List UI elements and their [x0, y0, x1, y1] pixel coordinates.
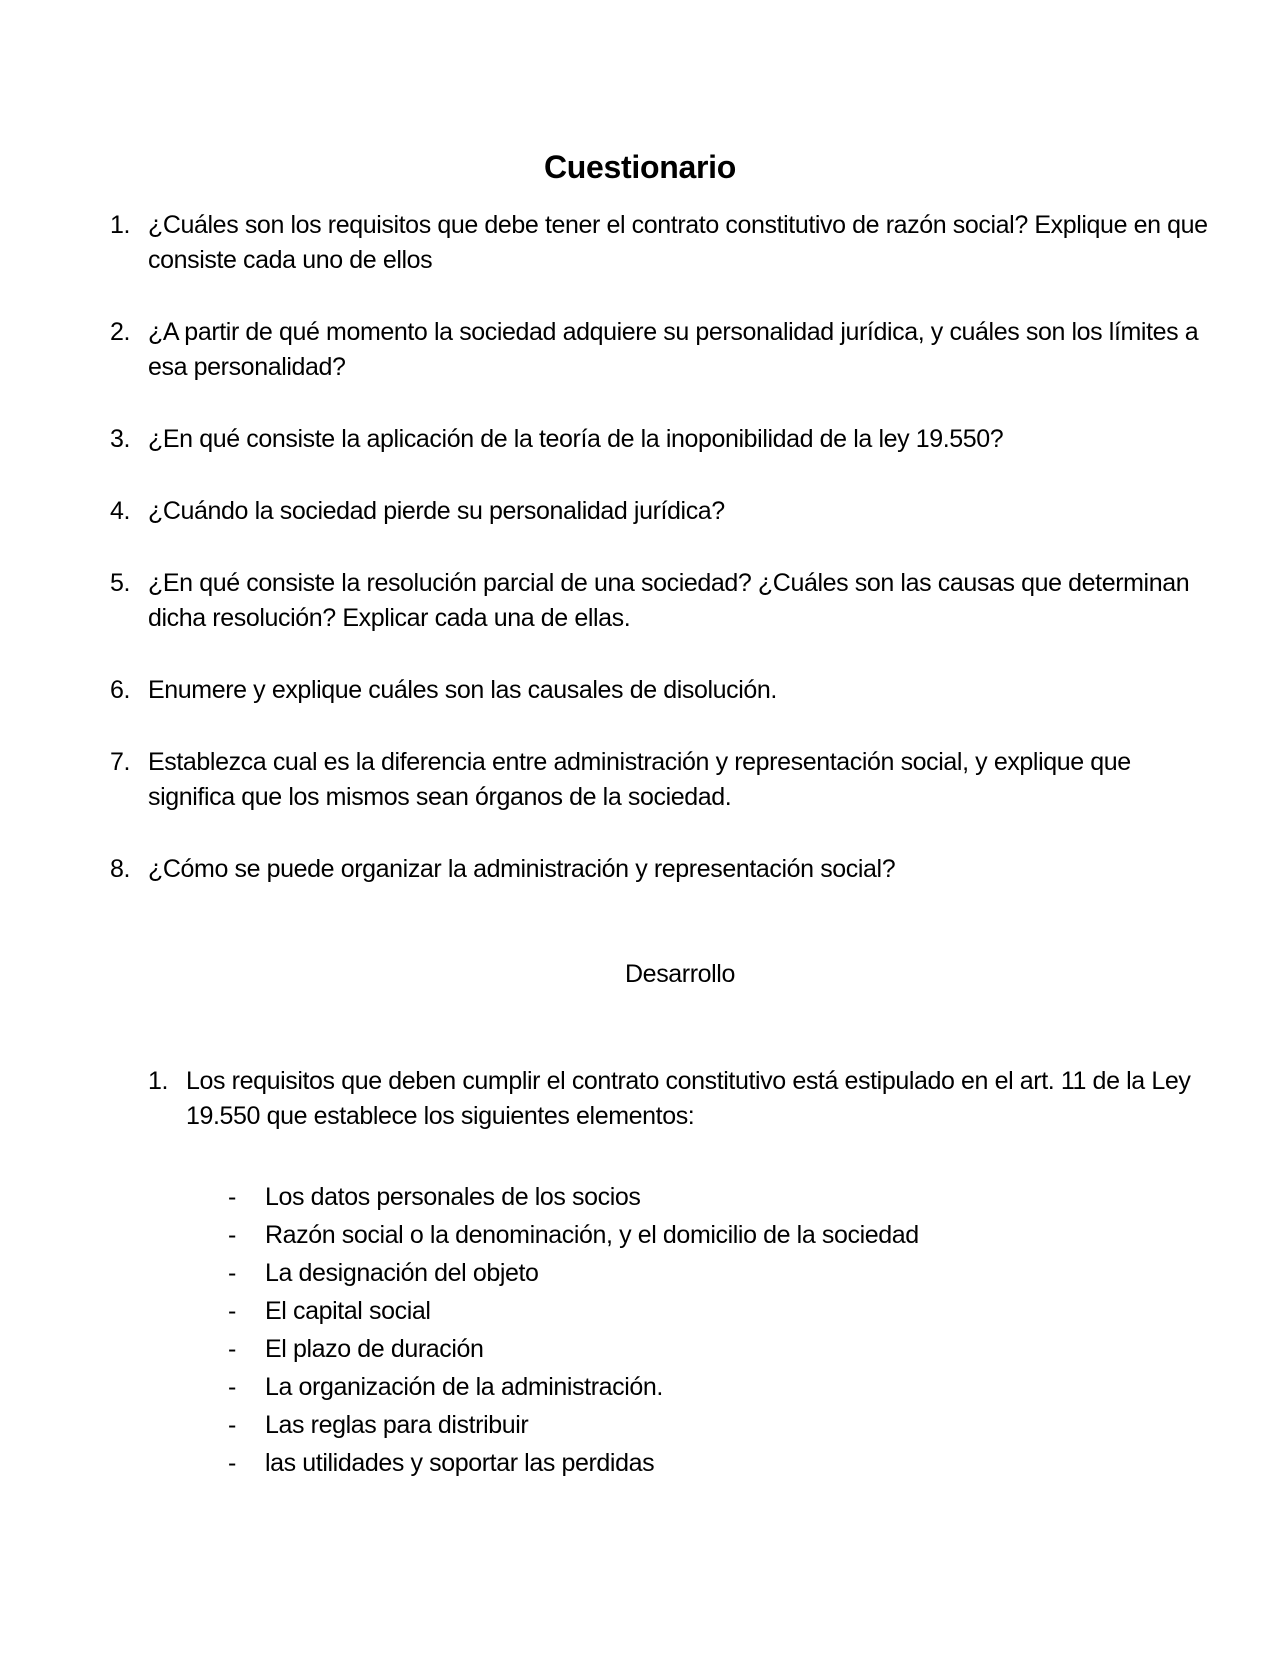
question-text: ¿En qué consiste la resolución parcial de una sociedad? ¿Cuáles son las causas que determinan dicha resolución? Explicar cada una de ellas.	[148, 569, 1190, 632]
list-item-text: La designación del objeto	[265, 1259, 539, 1287]
bullet-dash: -	[228, 1221, 236, 1249]
list-item-text: El capital social	[265, 1297, 431, 1325]
question-text: ¿Cuándo la sociedad pierde su personalidad jurídica?	[148, 497, 725, 525]
question-number: 4.	[110, 497, 131, 525]
question-text: ¿A partir de qué momento la sociedad adquiere su personalidad jurídica, y cuáles son los límites a esa personalidad?	[148, 318, 1199, 381]
question-text: ¿En qué consiste la aplicación de la teoría de la inoponibilidad de la ley 19.550?	[148, 425, 1004, 453]
list-item	[0, 1256, 1280, 1294]
page-title: Cuestionario	[544, 149, 736, 185]
question-number: 8.	[110, 855, 131, 883]
bullet-dash: -	[228, 1297, 236, 1325]
bullet-dash: -	[228, 1411, 236, 1439]
list-item-text: Razón social o la denominación, y el domicilio de la sociedad	[265, 1221, 919, 1249]
question-number: 5.	[110, 569, 131, 597]
list-item	[0, 1408, 1280, 1446]
list-item-text: las utilidades y soportar las perdidas	[265, 1449, 655, 1477]
list-item	[0, 1180, 1280, 1218]
question-number: 7.	[110, 748, 131, 776]
list-item	[0, 1332, 1280, 1370]
answer-text: Los requisitos que deben cumplir el contrato constitutivo está estipulado en el art. 11 de la Ley 19.550 que establece los siguientes elementos:	[186, 1067, 1191, 1130]
list-item	[0, 1218, 1280, 1256]
list-item-text: La organización de la administración.	[265, 1373, 663, 1401]
list-item-text: Las reglas para distribuir	[265, 1411, 529, 1439]
list-item-text: El plazo de duración	[265, 1335, 484, 1363]
bullet-dash: -	[228, 1449, 236, 1477]
question-text: Enumere y explique cuáles son las causales de disolución.	[148, 676, 777, 704]
list-item	[0, 1446, 1280, 1484]
list-item-text: Los datos personales de los socios	[265, 1183, 641, 1211]
question-text: ¿Cómo se puede organizar la administración y representación social?	[148, 855, 896, 883]
question-number: 1.	[110, 211, 131, 239]
list-item	[0, 1370, 1280, 1408]
section-title: Desarrollo	[625, 960, 735, 988]
bullet-dash: -	[228, 1183, 236, 1211]
question-number: 2.	[110, 318, 131, 346]
bullet-dash: -	[228, 1335, 236, 1363]
question-number: 3.	[110, 425, 131, 453]
question-text: Establezca cual es la diferencia entre administración y representación social, y explique que significa que los mismos sean órganos de la sociedad.	[148, 748, 1131, 811]
list-item	[0, 1294, 1280, 1332]
question-number: 6.	[110, 676, 131, 704]
bullet-dash: -	[228, 1259, 236, 1287]
bullet-dash: -	[228, 1373, 236, 1401]
answer-number: 1.	[148, 1067, 169, 1095]
question-text: ¿Cuáles son los requisitos que debe tener el contrato constitutivo de razón social? Explique en que consiste cada uno de ellos	[148, 211, 1208, 274]
